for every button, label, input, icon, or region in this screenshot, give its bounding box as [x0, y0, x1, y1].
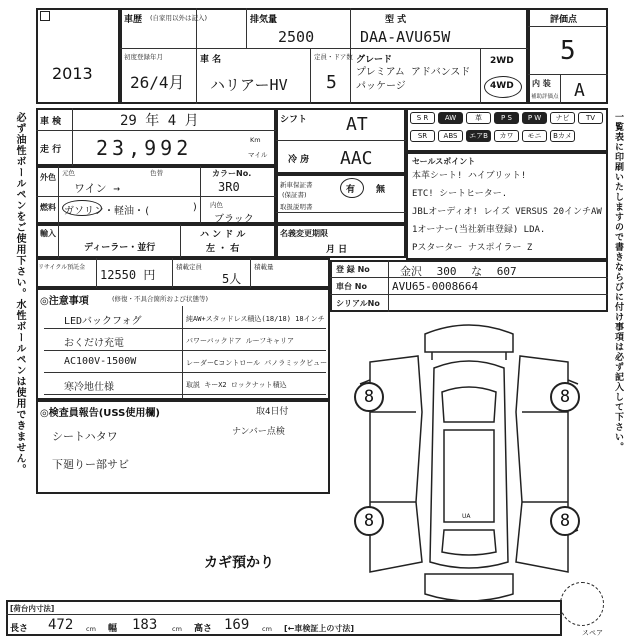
chassis-label: 車台 No: [336, 282, 367, 291]
sales-line: JBLオーディオ! レイズ VERSUS 20インチAW: [412, 207, 602, 217]
note-right-line: パワーバックドア ルーフキャリア: [186, 337, 295, 345]
dealer-value: ディーラー・並行: [84, 243, 156, 253]
fuel-value: ガソリン・軽油・(: [64, 206, 151, 217]
ext-value: ワイン →: [74, 182, 120, 195]
int-color-value: ブラック: [214, 214, 254, 225]
inspection-label: 車 検: [40, 117, 62, 127]
displacement-value: 2500: [278, 28, 315, 46]
note-rule: [44, 394, 326, 395]
color-no-value: 3R0: [218, 180, 240, 194]
inspector-label: ◎検査員報告(USS使用欄): [40, 408, 160, 419]
loaded-label: 積載量: [254, 263, 274, 271]
equipment-icon: S R: [410, 112, 435, 124]
fuel-label: 燃料: [40, 203, 56, 212]
note-right-line: 取説 キーX2 ロックナット積込: [186, 381, 287, 389]
capacity-label: 積載定員: [176, 263, 202, 271]
note-rule: [44, 372, 326, 373]
key-text: カギ預かり: [204, 555, 274, 571]
sales-line: 本革シート! ハイブリット!: [412, 171, 527, 181]
interior-label: 内 装: [532, 79, 551, 88]
import-label: 輸入: [40, 229, 56, 238]
equipment-icon: エアB: [466, 130, 491, 142]
recycle-value: 12550 円: [100, 268, 156, 282]
recycle-label: リサイクル預託金: [38, 264, 86, 271]
height-unit: cm: [262, 625, 272, 633]
serial-label: シリアルNo: [336, 299, 380, 308]
capacity-value: 5人: [222, 272, 242, 286]
note-left-line: おくだけ充電: [64, 338, 124, 349]
width-value: 183: [132, 617, 158, 633]
reg-label: 登 録 No: [336, 265, 370, 274]
equipment-icon: Bカメ: [550, 130, 575, 142]
length-value: 472: [48, 617, 74, 633]
sales-label: セールスポイント: [412, 157, 476, 166]
equipment-icon: P W: [522, 112, 547, 124]
drive-2wd: 2WD: [490, 56, 514, 66]
notes-sub: (修復・不具合箇所および状態等): [112, 295, 209, 303]
spare-label: スペア: [582, 629, 603, 637]
inspector-line2: 下廻りー部サビ: [52, 458, 129, 471]
side-notice: 必ず油性ボールペンをご使用下さい。水性ボールペンは使用できません。: [14, 112, 25, 475]
damage-mark-front-left: 8: [354, 382, 384, 412]
year-value: 2013: [52, 64, 93, 83]
no-text: 無: [376, 185, 386, 195]
shift-value: AT: [346, 114, 368, 135]
name-change-label: 名義変更期限: [280, 229, 328, 238]
color-change-label: 色替: [150, 169, 163, 177]
manual-label: 取扱説明書: [280, 203, 313, 211]
new-car-label: 新車保証書: [280, 181, 313, 189]
first-reg-value: 26/4月: [130, 73, 185, 92]
car-name-value: ハリアーHV: [210, 76, 288, 94]
yes-text: 有: [346, 185, 356, 195]
equipment-icon: ABS: [438, 130, 463, 142]
width-label: 幅: [108, 624, 118, 634]
svg-text:UA: UA: [462, 513, 471, 520]
equipment-icon: TV: [578, 112, 603, 124]
vehicle-note: [←車検証上の寸法]: [284, 624, 355, 633]
height-value: 169: [224, 617, 250, 633]
damage-mark-rear-left: 8: [354, 506, 384, 536]
chassis-value: AVU65-0008664: [392, 280, 479, 293]
note-left-line: LEDバックフォグ: [64, 316, 142, 327]
car-diagram: [330, 312, 608, 612]
model-label: 型 式: [385, 15, 407, 25]
note-rule: [44, 328, 326, 329]
damage-mark-rear-right: 8: [550, 506, 580, 536]
corner-mark: [40, 11, 50, 21]
year-box: [36, 8, 120, 104]
grade-value: プレミアム アドバンスドパッケージ: [356, 67, 471, 92]
equipment-icon: AW: [438, 112, 463, 124]
length-label: 長さ: [10, 624, 29, 634]
name-change-value: 月 日: [326, 245, 348, 255]
mileage-label: 走 行: [40, 145, 62, 155]
first-reg-label: 初度登録年月: [124, 53, 163, 61]
damage-mark-front-right: 8: [550, 382, 580, 412]
seats-value: 5: [326, 72, 337, 93]
color-no-label: カラーNo.: [212, 169, 252, 178]
seats-label: 定員・ドア数: [314, 53, 353, 61]
inspection-value: 29 年 4 月: [120, 113, 199, 129]
equipment-icon: SR: [410, 130, 435, 142]
footer-label: [荷台内寸法]: [10, 604, 55, 613]
equipment-icon: ナビ: [550, 112, 575, 124]
interior-value: A: [574, 80, 585, 101]
int-color-label: 内色: [210, 201, 223, 209]
equipment-icon: P S: [494, 112, 519, 124]
shift-label: シフト: [280, 115, 308, 125]
model-value: DAA-AVU65W: [360, 28, 451, 46]
drive-4wd: 4WD: [490, 81, 514, 91]
score-label: 評価点: [550, 15, 578, 25]
ext-label: 外色: [40, 173, 56, 182]
car-name-label: 車 名: [200, 55, 222, 65]
handle-label: ハ ン ド ル: [200, 230, 246, 240]
note-rule: [44, 350, 326, 351]
side-notice-right: 一覧表に印刷いたしますので書きならびに付け事項は必ず記入して下さい。: [613, 112, 623, 452]
ac-value: AAC: [340, 148, 373, 169]
note-left-line: AC100V-1500W: [64, 356, 137, 367]
interior-sub: 補助評価点: [531, 94, 559, 100]
spare-tire: [560, 582, 604, 626]
grade-label: グレード: [356, 55, 393, 65]
length-unit: cm: [86, 625, 96, 633]
note-right-line: 純AW+スタッドレス積込(18/18) 18インチ: [186, 315, 325, 323]
sales-line: ETC! シートヒーター.: [412, 189, 508, 199]
ac-label: 冷 房: [288, 155, 310, 165]
note-left-line: 寒冷地仕様: [64, 382, 114, 393]
equipment-icon: カワ: [494, 130, 519, 142]
unit-mile: マイル: [248, 151, 268, 159]
inspector-line1: シートハタワ: [52, 430, 118, 443]
inspector-note: 取4日付: [256, 407, 289, 417]
handle-value: 左 ・ 右: [206, 244, 240, 254]
sales-line: Pスターター ナスポイラー Z: [412, 243, 533, 253]
reg-value: 金沢 300 な 607: [400, 265, 517, 278]
new-car-sub: (保証書): [282, 191, 307, 199]
score-value: 5: [560, 36, 576, 66]
equipment-icon: モニ: [522, 130, 547, 142]
width-unit: cm: [172, 625, 182, 633]
mileage-value: 23,992: [96, 136, 193, 160]
notes-label: ◎注意事項: [40, 296, 89, 307]
ext-sub: 元色: [62, 169, 75, 177]
height-label: 高さ: [194, 624, 213, 634]
car-history-label: 車歴: [124, 15, 143, 25]
fuel-close: ): [192, 202, 199, 213]
car-history-note: (自家用以外は記入): [150, 14, 208, 22]
unit-km: Km: [250, 136, 261, 144]
note-right-line: レーダーCコントロール パノラミックビュー: [186, 359, 328, 367]
equipment-icon: 革: [466, 112, 491, 124]
sales-line: 1オーナー(当社新車登録) LDA.: [412, 225, 546, 235]
displacement-label: 排気量: [250, 15, 278, 25]
inspector-line1-right: ナンバー点検: [232, 427, 285, 437]
